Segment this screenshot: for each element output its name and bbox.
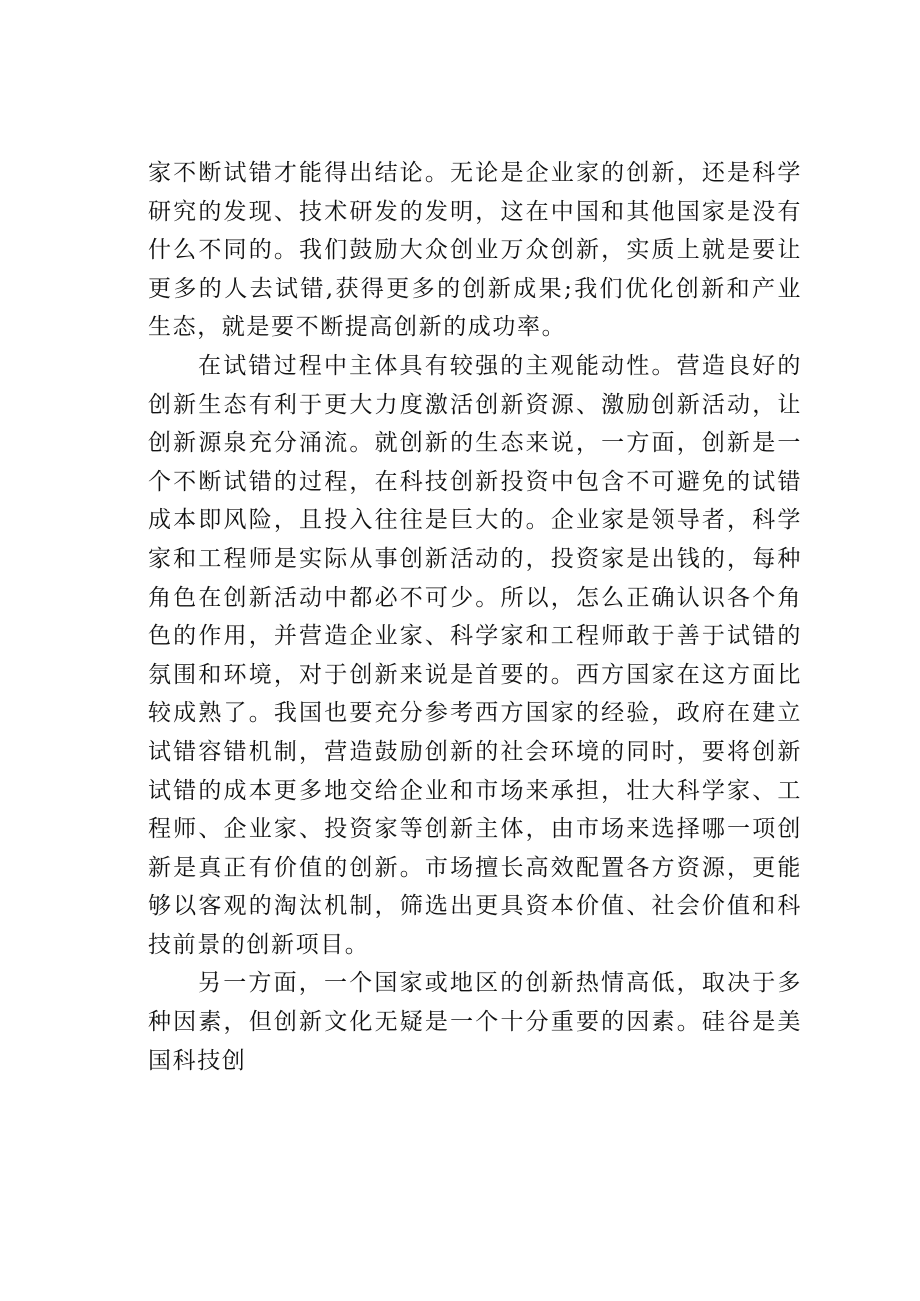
- paragraph-1: 家不断试错才能得出结论。无论是企业家的创新，还是科学研究的发现、技术研发的发明，这在中国和其他国家是没有什么不同的。我们鼓励大众创业万众创新，实质上就是要让更多的人去试错,获得更多的创新成果;我们优化创新和产业生态，就是要不断提高创新的成功率。: [148, 160, 802, 341]
- paragraph-2: 在试错过程中主体具有较强的主观能动性。营造良好的创新生态有利于更大力度激活创新资源、激励创新活动，让创新源泉充分涌流。就创新的生态来说，一方面，创新是一个不断试错的过程，在科技创新投资中包含不可避免的试错成本即风险，且投入往往是巨大的。企业家是领导者，科学家和工程师是实际从事创新活动的，投资家是出钱的，每种角色在创新活动中都必不可少。所以，怎么正确认识各个角色的作用，并营造企业家、科学家和工程师敢于善于试错的氛围和环境，对于创新来说是首要的。西方国家在这方面比较成熟了。我国也要充分参考西方国家的经验，政府在建立试错容错机制，营造鼓励创新的社会环境的同时，要将创新试错的成本更多地交给企业和市场来承担，壮大科学家、工程师、企业家、投资家等创新主体，由市场来选择哪一项创新是真正有价值的创新。市场擅长高效配置各方资源，更能够以客观的淘汰机制，筛选出更具资本价值、社会价值和科技前景的创新项目。: [148, 352, 802, 958]
- body-text: [148, 154, 802, 1080]
- paragraph-3: 另一方面，一个国家或地区的创新热情高低，取决于多种因素，但创新文化无疑是一个十分重要的因素。硅谷是美国科技创: [148, 970, 802, 1074]
